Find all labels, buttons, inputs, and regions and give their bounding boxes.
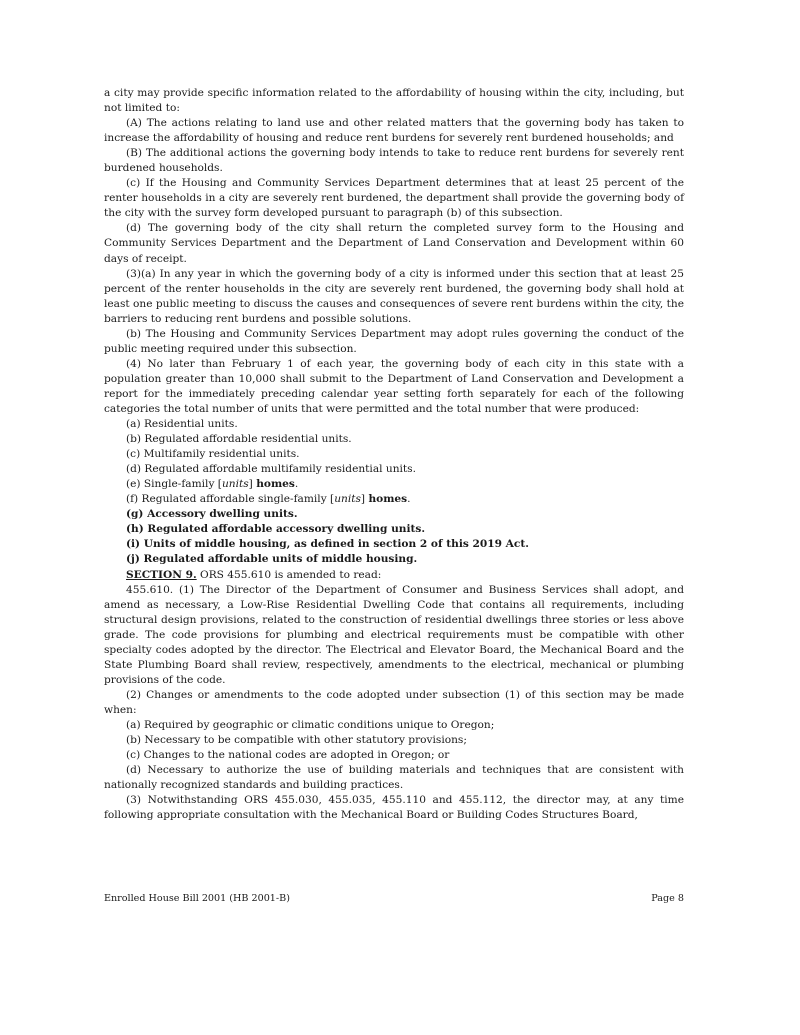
paragraph <box>104 718 684 733</box>
text-run: a city may provide specific information related to the affordability of housing within the city, including, but not limited to: <box>104 87 684 115</box>
text-run: (c) Changes to the national codes are adopted in Oregon; or <box>126 749 450 762</box>
paragraph <box>104 688 684 718</box>
text-run: (3) Notwithstanding ORS 455.030, 455.035, 455.110 and 455.112, the director may, at any time following appropriate consultation with the Mechanical Board or Building Codes Structures Board, <box>104 794 684 822</box>
paragraph <box>104 733 684 748</box>
text-run: (b) The Housing and Community Services Department may adopt rules governing the conduct of the public meeting required under this subsection. <box>104 327 684 355</box>
text-run: (a) Residential units. <box>126 418 238 431</box>
paragraph <box>104 327 684 357</box>
text-run: (b) Regulated affordable residential units. <box>126 433 352 446</box>
paragraph <box>104 267 684 327</box>
paragraph <box>104 763 684 793</box>
paragraph <box>104 492 684 507</box>
text-run: (c) Multifamily residential units. <box>126 448 300 461</box>
text-run: (b) Necessary to be compatible with other statutory provisions; <box>126 734 467 747</box>
text-run: (c) If the Housing and Community Services Department determines that at least 25 percent of the renter households in a city are severely rent burdened, the department shall provide the governing body of the city with the survey form developed pursuant to paragraph (b) of this subsection. <box>104 177 684 220</box>
text-run: SECTION 9. <box>126 568 197 581</box>
text-run: (g) Accessory dwelling units. <box>126 508 298 521</box>
paragraph <box>104 568 684 583</box>
paragraph <box>104 146 684 176</box>
text-run: ] <box>360 493 369 506</box>
text-run: (i) Units of middle housing, as defined in section 2 of this 2019 Act. <box>126 538 529 551</box>
paragraph <box>104 477 684 492</box>
paragraph <box>104 748 684 763</box>
paragraph <box>104 522 684 537</box>
document-body <box>104 86 684 823</box>
paragraph <box>104 583 684 688</box>
page-footer <box>104 893 684 904</box>
text-run: units <box>334 493 361 506</box>
text-run: homes <box>256 478 295 491</box>
paragraph <box>104 86 684 116</box>
text-run: homes <box>368 493 408 506</box>
paragraph <box>104 417 684 432</box>
paragraph <box>104 447 684 462</box>
footer-page-number: Page 8 <box>651 893 684 904</box>
footer-bill-title: Enrolled House Bill 2001 (HB 2001-B) <box>104 893 290 904</box>
text-run: (d) Regulated affordable multifamily residential units. <box>126 463 416 476</box>
paragraph <box>104 552 684 567</box>
paragraph <box>104 432 684 447</box>
text-run: (d) The governing body of the city shall return the completed survey form to the Housing and Community Services Department and the Department of Land Conservation and Development within 60 days of receipt. <box>104 222 684 265</box>
text-run: . <box>407 493 411 506</box>
paragraph <box>104 176 684 221</box>
paragraph <box>104 507 684 522</box>
text-run: (a) Required by geographic or climatic conditions unique to Oregon; <box>126 718 495 731</box>
text-run: (d) Necessary to authorize the use of building materials and techniques that are consistent with nationally recognized standards and building practices. <box>104 764 684 792</box>
paragraph <box>104 221 684 266</box>
text-run: (j) Regulated affordable units of middle housing. <box>126 553 418 566</box>
text-run: ] <box>248 478 257 491</box>
text-run: units <box>221 478 249 491</box>
text-run: ORS 455.610 is amended to read: <box>196 568 382 581</box>
text-run: (f) Regulated affordable single-family [ <box>126 493 335 506</box>
text-run: (4) No later than February 1 of each year, the governing body of each city in this state with a population greater than 10,000 shall submit to the Department of Land Conservation and Development a report for the immediately preceding calendar year setting forth separately for each of the following categories the total number of units that were permitted and the total number that were produced: <box>104 357 684 415</box>
text-run: (B) The additional actions the governing body intends to take to reduce rent burdens for severely rent burdened households. <box>104 147 684 175</box>
text-run: (3)(a) In any year in which the governing body of a city is informed under this section that at least 25 percent of the renter households in the city are severely rent burdened, the governing body shall hold at least one public meeting to discuss the causes and consequences of severe rent burdens within the city, the barriers to reducing rent burdens and possible solutions. <box>104 267 684 325</box>
paragraph <box>104 793 684 823</box>
text-run: (e) Single-family [ <box>126 478 222 491</box>
text-run: 455.610. (1) The Director of the Department of Consumer and Business Services shall adopt, and amend as necessary, a Low-Rise Residential Dwelling Code that contains all requirements, including structural design provisions, related to the construction of residential dwellings three stories or less above grade. The code provisions for plumbing and electrical requirements must be compatible with other specialty codes adopted by the director. The Electrical and Elevator Board, the Mechanical Board and the State Plumbing Board shall review, respectively, amendments to the electrical, mechanical or plumbing provisions of the code. <box>104 583 684 686</box>
paragraph <box>104 116 684 146</box>
text-run: (A) The actions relating to land use and other related matters that the governing body has taken to increase the affordability of housing and reduce rent burdens for severely rent burdened households; and <box>104 117 684 145</box>
paragraph <box>104 462 684 477</box>
text-run: . <box>294 478 299 491</box>
text-run: (h) Regulated affordable accessory dwelling units. <box>126 523 426 536</box>
paragraph <box>104 537 684 552</box>
paragraph <box>104 357 684 417</box>
text-run: (2) Changes or amendments to the code adopted under subsection (1) of this section may be made when: <box>104 688 684 716</box>
